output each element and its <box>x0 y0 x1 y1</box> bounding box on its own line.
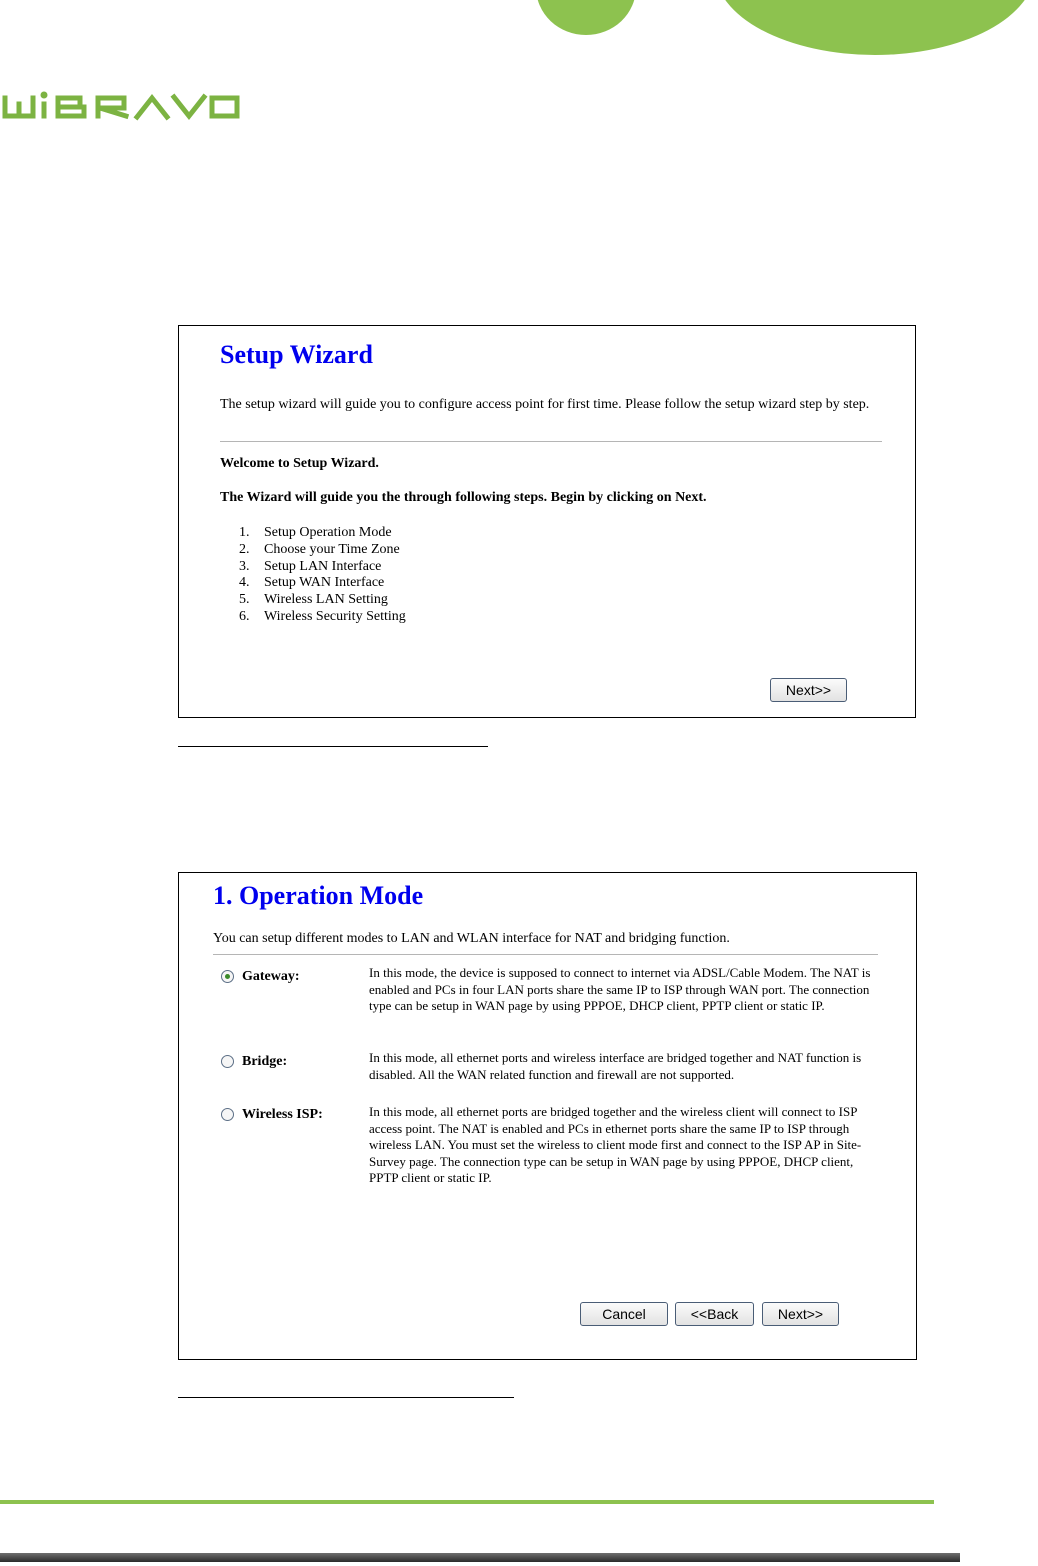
step-label: Wireless Security Setting <box>264 608 406 624</box>
decorative-blob-left <box>536 0 636 35</box>
list-item <box>239 609 406 626</box>
step-number: 5. <box>239 592 250 608</box>
wibravo-logo <box>0 86 245 126</box>
list-item <box>239 559 406 576</box>
wireless-isp-radio[interactable] <box>221 1108 234 1121</box>
step-number: 3. <box>239 558 250 574</box>
step-number: 6. <box>239 608 250 624</box>
wizard-intro-text: The setup wizard will guide you to configure access point for first time. Please follow the setup wizard step by step. <box>220 397 870 412</box>
setup-wizard-panel <box>178 325 916 718</box>
opmode-next-button[interactable]: Next>> <box>762 1302 839 1326</box>
caption-underline <box>178 1397 514 1398</box>
bridge-radio[interactable] <box>221 1055 234 1068</box>
wizard-steps-list <box>239 525 406 626</box>
step-label: Setup WAN Interface <box>264 575 385 591</box>
cancel-button[interactable]: Cancel <box>580 1302 668 1326</box>
wizard-next-button[interactable]: Next>> <box>770 678 847 702</box>
step-number: 4. <box>239 575 250 591</box>
list-item <box>239 592 406 609</box>
step-label: Choose your Time Zone <box>264 541 400 557</box>
caption-underline <box>178 746 488 747</box>
list-item <box>239 525 406 542</box>
gateway-label: Gateway: <box>242 969 300 984</box>
step-number: 2. <box>239 541 250 557</box>
footer-dark-rule <box>0 1553 960 1562</box>
opmode-title: 1. Operation Mode <box>213 881 424 910</box>
opmode-intro-text: You can setup different modes to LAN and WLAN interface for NAT and bridging function. <box>213 931 730 946</box>
wireless-isp-label: Wireless ISP: <box>242 1107 323 1122</box>
gateway-radio[interactable] <box>221 970 234 983</box>
radio-selected-dot <box>225 974 230 979</box>
wizard-guide-text: The Wizard will guide you the through following steps. Begin by clicking on Next. <box>220 490 707 505</box>
operation-mode-panel <box>178 872 917 1360</box>
bridge-label: Bridge: <box>242 1054 288 1069</box>
gateway-description: In this mode, the device is supposed to connect to internet via ADSL/Cable Modem. The NAT is enabled and PCs in four LAN ports share the same IP to ISP through WAN port. The connection type can be setup in WAN page by using PPPOE, DHCP client, PPTP client or static IP. <box>369 965 871 1013</box>
step-label: Setup LAN Interface <box>264 558 382 574</box>
bridge-description: In this mode, all ethernet ports and wireless interface are bridged together and NAT function is disabled. All the WAN related function and firewall are not supported. <box>369 1050 862 1082</box>
back-button[interactable]: <<Back <box>675 1302 754 1326</box>
step-number: 1. <box>239 525 250 540</box>
step-label: Wireless LAN Setting <box>264 592 388 608</box>
wireless-isp-description: In this mode, all ethernet ports are bridged together and the wireless client will connect to ISP access point. The NAT is enabled and PCs in ethernet ports share the same IP to ISP through wireless LAN. You must set the wireless to client mode first and connect to the ISP AP in Site-Survey page. The connection type can be setup in WAN page by using PPPOE, DHCP client, PPTP client or static IP. <box>369 1104 862 1185</box>
list-item <box>239 542 406 559</box>
list-item <box>239 575 406 592</box>
wizard-title: Setup Wizard <box>220 340 373 369</box>
decorative-blob-right <box>715 0 1035 55</box>
step-label: Setup Operation Mode <box>264 525 392 540</box>
footer-green-rule <box>0 1500 934 1504</box>
divider <box>213 954 878 955</box>
wizard-welcome-text: Welcome to Setup Wizard. <box>220 456 379 471</box>
divider <box>220 441 882 442</box>
